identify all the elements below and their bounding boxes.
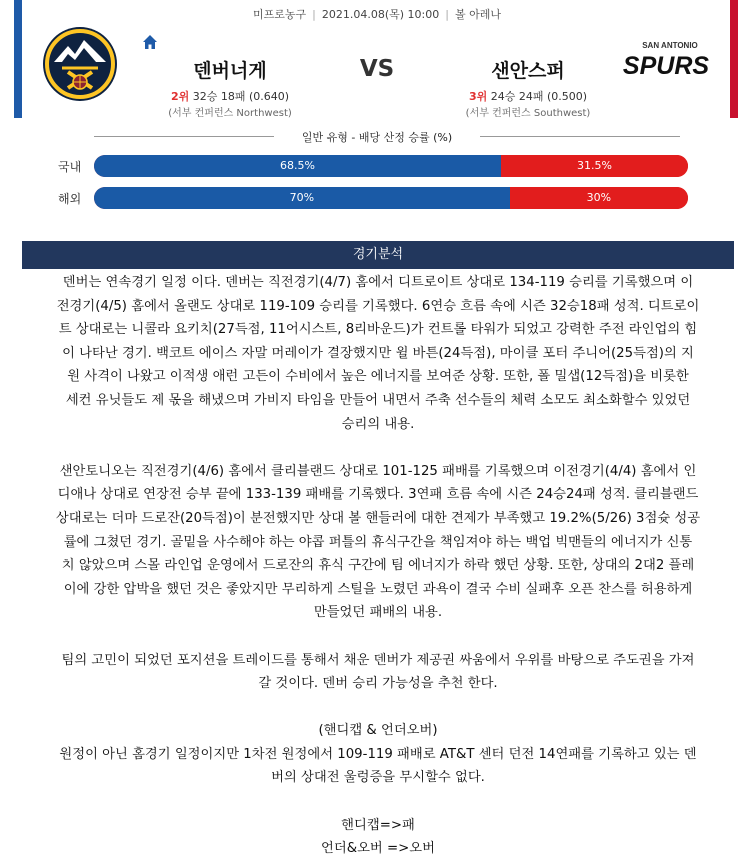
league-label: 미프로농구 — [253, 8, 307, 21]
analysis-line: 버의 상대전 울렁증을 무시할수 없다. — [271, 770, 485, 786]
venue-label: 볼 아레나 — [454, 8, 501, 21]
stat-bar-away-segment: 31.5% — [501, 155, 688, 177]
analysis-line: 핸디캡=>패 — [341, 817, 415, 833]
analysis-line: 만들었던 패배의 내용. — [313, 605, 443, 621]
analysis-paragraph-san-antonio — [16, 460, 740, 625]
home-team-rank: 2위 — [170, 90, 190, 103]
analysis-line: 갈 것이다. 덴버 승리 가능성을 추천 한다. — [258, 676, 498, 692]
stat-bar-domestic — [94, 155, 688, 177]
analysis-article — [16, 271, 740, 861]
analysis-line: 트 상대로는 니콜라 요키치(27득점, 11어시스트, 8리바운드)가 컨트롤 타워가 되었고 강력한 주전 라인업의 힘 — [58, 322, 698, 338]
home-team-conference: (서부 컨퍼런스 Northwest) — [168, 108, 292, 119]
spurs-logo-top-text: SAN ANTONIO — [642, 41, 698, 50]
stat-bar-home-segment: 70% — [94, 187, 510, 209]
analysis-line: 상대로는 더마 드로잔(20득점)이 분전했지만 상대 볼 핸들러에 대한 견제가 부족했고 19.2%(5/26) 3점슛 성공 — [55, 510, 701, 526]
stat-bar-overseas — [94, 187, 688, 209]
analysis-paragraph-handicap — [16, 719, 740, 790]
analysis-line: 팀의 고민이 되었던 포지션을 트레이드를 통해서 채운 덴버가 제공권 싸움에서 우위를 바탕으로 주도권을 가져 — [61, 652, 695, 668]
analysis-paragraph-prediction — [16, 649, 740, 696]
analysis-line: 승리의 내용. — [341, 416, 415, 432]
analysis-line: 전경기(4/5) 홈에서 올랜도 상대로 119-109 승리를 기록했다. 6연승 흐름 속에 시즌 32승18패 성적. 디트로이 — [56, 298, 700, 314]
stat-row-label-domestic: 국내 — [58, 160, 82, 174]
analysis-line: 이에 강한 압박을 했던 것은 좋았지만 무리하게 스틸을 노렸던 과욕이 결국 수비 실패후 오픈 찬스를 허용하게 — [63, 581, 693, 597]
analysis-line: 디애나 상대로 연장전 승부 끝에 133-139 패배를 기록했다. 3연패 흐름 속에 시즌 24승24패 성적. 클리블랜드 — [57, 487, 699, 503]
analysis-line: 세컨 유닛들도 제 몫을 해냈으며 가비지 타임을 만들어 내면서 주축 선수들의 체력 소모도 최소화할수 있었던 — [65, 392, 691, 408]
away-team-record — [458, 88, 598, 104]
denver-nuggets-logo — [42, 26, 118, 102]
home-team-wl: 32승 18패 (0.640) — [192, 90, 290, 103]
vs-label: VS — [359, 56, 395, 82]
analysis-line: 이 나타난 경기. 백코트 에이스 자말 머레이가 결장했지만 윌 바튼(24득점), 마이클 포터 주니어(25득점)의 지 — [62, 345, 694, 361]
analysis-line: 치 않았으며 스몰 라인업 운영에서 드로잔의 휴식 구간에 팀 에너지가 하락 했던 상황. 또한, 상대의 2대2 플레 — [61, 558, 695, 574]
away-team-wl: 24승 24패 (0.500) — [490, 90, 588, 103]
home-icon — [142, 34, 158, 50]
match-meta: 미프로농구 | 2021.04.08(목) 10:00 | 볼 아레나 — [253, 8, 501, 21]
home-team-record — [160, 88, 300, 104]
match-datetime: 2021.04.08(목) 10:00 — [321, 8, 440, 21]
stat-row-label-overseas: 해외 — [58, 192, 82, 206]
analysis-paragraph-denver — [16, 271, 740, 436]
analysis-line: 원정이 아닌 홈경기 일정이지만 1차전 원정에서 109-119 패배로 AT&T 센터 던전 14연패를 기록하고 있는 덴 — [59, 746, 697, 762]
analysis-line: 샌안토니오는 직전경기(4/6) 홈에서 클리블랜드 상대로 101-125 패배를 기록했으며 이전경기(4/4) 홈에서 인 — [59, 463, 697, 479]
away-team-rank: 3위 — [468, 90, 488, 103]
analysis-line: (핸디캡 & 언더오버) — [318, 723, 438, 739]
stat-bar-away-segment: 30% — [510, 187, 688, 209]
analysis-paragraph-picks — [16, 814, 740, 861]
home-team-name: 덴버너게 — [193, 60, 267, 82]
away-team-name: 샌안스퍼 — [491, 60, 565, 82]
away-team-conference: (서부 컨퍼런스 Southwest) — [465, 108, 591, 119]
san-antonio-spurs-logo — [614, 38, 718, 80]
analysis-section-title: 경기분석 — [22, 241, 734, 269]
analysis-line: 률에 그쳤던 경기. 골밑을 사수해야 하는 야콥 퍼틀의 휴식구간을 책임져야 하는 백업 빅맨들의 에너지가 신통 — [63, 534, 693, 550]
analysis-line: 덴버는 연속경기 일정 이다. 덴버는 직전경기(4/7) 홈에서 디트로이트 상대로 134-119 승리를 기록했으며 이 — [62, 275, 694, 290]
analysis-line: 언더&오버 =>오버 — [321, 841, 435, 857]
analysis-line: 원 사격이 나왔고 이적생 애런 고든이 수비에서 높은 에너지를 보여준 상황. 또한, 폴 밀샙(12득점)을 비롯한 — [67, 369, 689, 385]
stat-bar-home-segment: 68.5% — [94, 155, 501, 177]
spurs-logo-main-text: SPURS — [622, 52, 710, 80]
odds-stat-title: 일반 유형 - 배당 산정 승률 (%) — [301, 131, 453, 144]
